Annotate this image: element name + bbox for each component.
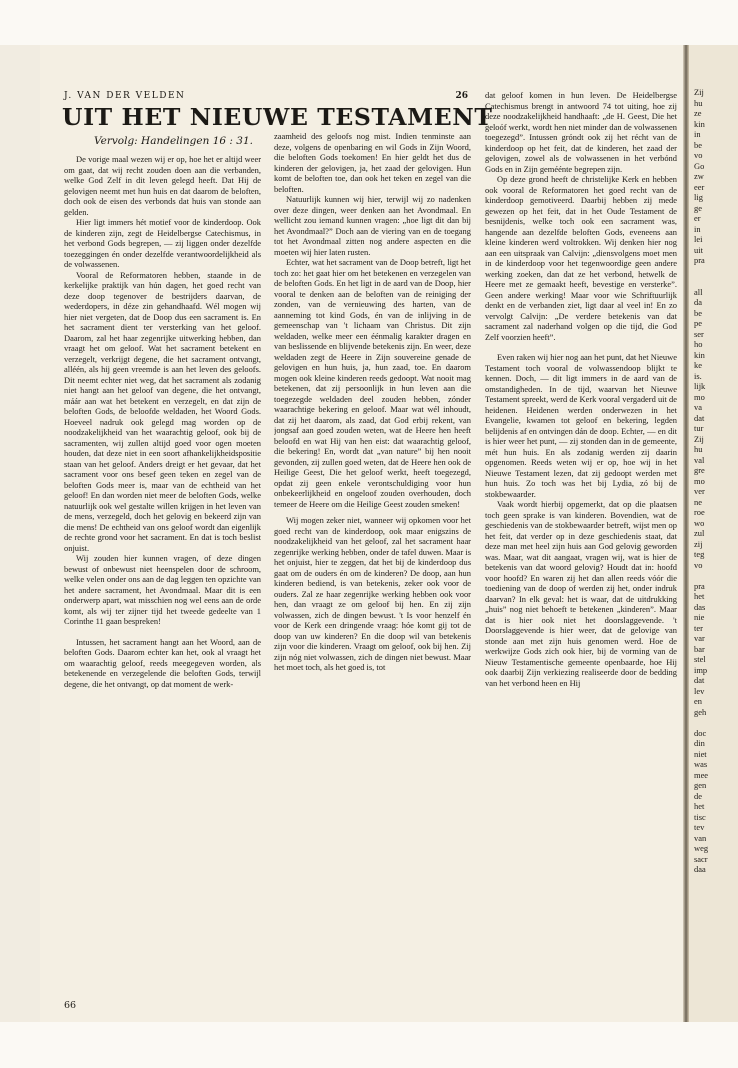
next-page-line: doc: [694, 727, 707, 738]
next-page-line: all: [694, 286, 703, 297]
next-page-line: pe: [694, 318, 702, 328]
next-page-line: das: [694, 601, 706, 612]
next-page-line: lijk: [694, 381, 706, 391]
page-folio: 66: [64, 1000, 77, 1011]
next-page-line: kin: [694, 349, 705, 360]
next-page-line: in: [694, 223, 701, 234]
next-page-line: pra: [694, 580, 705, 591]
next-page-line: nie: [694, 612, 705, 622]
text-column-3: [485, 90, 677, 1008]
next-page-line: het: [694, 801, 705, 811]
next-page-line: ge: [694, 202, 702, 213]
next-page-line: [689, 266, 738, 277]
paragraph: De vorige maal wezen wij er op, hoe het er altijd weer om gaat, dat wij recht zouden doen aan die verbanden, welke God Zelf in dit leven gelegd heeft. Dat Hij de gelovigen neemt met hun huis en dat daarom de beloften, doch ook de eisen des verbonds dat huis van stonde aan gelden.: [64, 154, 261, 217]
next-page-line: mo: [694, 391, 705, 402]
next-page-line: stel: [694, 654, 706, 664]
paragraph: Wij mogen zeker niet, wanneer wij opkomen voor het goed recht van de kinderdoop, ook maar enigszins de noodzakelijkheid van het geloof, zal het sacrament haar zegenrijke werking hebben, onder de tafel duwen. Maar is het onjuist, hier te zeggen, dat het bij de kinderdoop dus gaat om de ouders én om de kinderen? De doop, aan hun kinderen bediend, is van betekenis, zeker ook voor de ouders. Zal ze haar zegenrijke werking hebben ook voor hen, dan vraagt ze om geloof bij hen. En zij zijn volwassen, zich de dingen bewust. 't Is voor henzelf én voor de Kerk een dringende vraag: hóe komt gij tot de doop van uw kinderen? En die doop wil van betekenis zijn voor die kinderen. Vraagt om geloof, ook bij hen. Zij zijn nóg niet volwassen, zich de dingen niet bewust. Maar het moet toch, als het goed is, tot: [274, 515, 471, 672]
next-page-line: roe: [694, 507, 705, 517]
next-page-line: var: [694, 633, 705, 643]
next-page-line: het: [694, 591, 705, 601]
paragraph: Vaak wordt hierbij opgemerkt, dat op die plaatsen toch geen sprake is van kinderen. Bovendien, wat de geschiedenis van de stokbewaarder betreft, wijst men op het feit, dat verder op in deze geschiedenis staat, dat deze man met heel zijn huis aan God gelovig geworden was. Maar, wat dit aangaat, vragen wij, wat is hier de betekenis van dat woord gelovig? Houdt dat in: hoofd voor hoofd? En waren zij het dan allen reeds vóór die toediening van de doop of werden zij het, onder indruk daarvan? In elk geval: het is waar, dat de uitdrukking „huis” nog niet behoeft te betekenen „kinderen”. Maar dat is hier ook niet het doorslaggevende. 't Doorslaggevende is hier weer, dat de gelovige van stonde aan met zijn huis genomen werd. Hoe de werkwijze Gods zich ook hier, bij de vorming van de Nieuw Testamentische gemeente openbaarde, hoe Hij ook daarbij Zijn verkiezing realiseerde door de bedding van het verbond heen en Hij: [485, 499, 677, 688]
next-page-line: daa: [694, 864, 706, 874]
next-page-line: lei: [694, 234, 703, 244]
next-page-line: [689, 570, 738, 581]
next-page-line: zw: [694, 171, 704, 181]
next-page-line: lig: [694, 192, 703, 202]
next-page-line: ho: [694, 339, 703, 349]
paragraph: Op deze grond heeft de christelijke Kerk en hebben ook vooral de Reformatoren het goed recht van de kinderdoop gemotiveerd. Daarbij hebben zij mede gewezen op het feit, dat in het Oude Testament de besnijdenis, welke toch ook een sacrament was, hangende aan dezelfde beloften Gods, eveneens aan kleine kinderen werd voltrokken. Wij denken hier nog aan een uitspraak van Calvijn: „diensvolgens moet men in de kinderdoop voor het tegenwoordige geen andere werking zoeken, dan dat ze het verbond, hetwelk de Heere met ze gemaakt heeft, bevestige en versterke”. Geen andere werking! Maar voor wie Schriftuurlijk denkt en de verbanden ziet, ligt daar al veel in! En zo vervolgt Calvijn: „De verdere betekenis van dat sacrament zal naderhand volgen op die tijd, die God Zelf voorzien heeft”.: [485, 174, 677, 342]
next-page-line: hu: [694, 97, 703, 108]
next-page-line: mee: [694, 769, 709, 780]
next-page-line: tev: [694, 822, 705, 832]
text-column-2: [274, 131, 471, 1008]
paragraph: dat geloof komen in hun leven. De Heidelbergse Catechismus brengt in antwoord 74 tot uiting, hoe zij deze noodzakelijkheid handhaaft: „de H. Geest, Die het geloóf werkt, wordt hen niet minder dan de volwassenen toegezegd”. Intussen gróndt ook zij het récht van de kinderdoop op het feit, dat de kinderen, het zaad der gelovigen, zowel als de volwassenen in het verbónd Gods en in Zijn geméénte begrepen zijn.: [485, 90, 677, 174]
next-page-line: niet: [694, 748, 707, 759]
next-page-line: be: [694, 139, 702, 150]
next-page-line: gre: [694, 465, 705, 475]
next-page-line: sacr: [694, 853, 708, 864]
next-page-line: pra: [694, 255, 705, 265]
next-page-text: [689, 45, 738, 875]
paragraph: Even raken wij hier nog aan het punt, dat het Nieuwe Testament toch vooral de volwassendoop blijkt te kennen. Doch, — dit ligt immers in de aard van de omstandigheden. In de tijd, waarvan het Nieuwe Testament spreekt, werd de Kerk vooral vergaderd uit de heidenen. Heidenen werden onderwezen in het Evangelie, kwamen tot geloof en bekering, legden belijdenis af en ontvingen dán de doop. Echter, — en dit is hier weer het punt, — zij stonden dan in de gemeente, mét hun huis. En als zodanig werden zij daarin opgenomen. Reeds weten wij er op, hoe wij in het Nieuwe Testament lezen, dat zij gedoopt werden met hun huis. Zo toch was het bij Lydia, zó bij de stokbewaarder.: [485, 352, 677, 499]
next-page-line: Go: [694, 160, 705, 171]
next-page-line: geh: [694, 706, 707, 717]
next-page-line: tur: [694, 423, 704, 433]
next-page-line: Zij: [694, 433, 704, 444]
next-page-line: gen: [694, 780, 707, 790]
paragraph: Echter, wat het sacrament van de Doop betreft, ligt het toch zo: het gaat hier om het betekenen en verzegelen van de beloften Gods. En het ligt in de aard van de Doop, hier vooral te denken aan de beloften van de reiniging der zonden, van de vernieuwing des harten, van de aanneming tot kind Gods, én van de inlijving in de gemeenschap van 't lichaam van Christus. Dit zijn weldaden, welke meer een éénmalig karakter dragen en van beslissende en blijvende betekenis zijn. En weer, deze weldaden zegt de Heere in Zijn souvereine genade de gelovigen en hun huis, ja, hun zaad, toe. En daarom mogen ook kleine kinderen reeds gedoopt. Wat nooit mag betekenen, dat zij persoonlijk in hun leven aan die toegezegde weldaden deel zouden hebben, zónder waarachtige bekering en geloof. Maar wat wél inhoudt, dat zij het daarom, als zaad, dat God erbij rekent, van jongsaf aan goed zouden weten, wat de Heere hen heeft beloofd en wat Hij van hen eist: dat waarachtig geloof, die bekering! En, wordt dat „van nature” bij hen nooit gevonden, zij zullen goed weten, dat de Heere hen ook de Heilige Geest, Die het geloof werkt, heeft toegezegd, opdat zij geen enkele verontschuldiging voor hun onbekeerlijkheid en ongeloof zouden overhouden, doch temeer de Heere om die Heilige Geest zouden smeken!: [274, 257, 471, 509]
paragraph: Hier ligt immers hét motief voor de kinderdoop. Ook de kinderen zijn, zegt de Heidelbergse Catechismus, in het verbond Gods begrepen, — zij liggen onder dezelfde toezeggingen én onder dezelfde verantwoordelijkheid als de volwassenen.: [64, 217, 261, 269]
next-page-line: in: [694, 129, 701, 139]
next-page-line: lev: [694, 685, 705, 696]
next-page-line: hu: [694, 444, 703, 454]
next-page-line: din: [694, 738, 705, 748]
next-page-line: en: [694, 696, 702, 706]
next-page-line: da: [694, 297, 702, 307]
next-page-line: [689, 717, 738, 728]
next-page-line: ne: [694, 496, 702, 507]
text-column-1: [64, 154, 261, 1008]
next-page-line: bar: [694, 643, 705, 654]
next-page-line: imp: [694, 664, 708, 675]
next-page-line: dat: [694, 412, 705, 423]
next-page-line: wo: [694, 517, 705, 528]
scan-margin-top: [0, 0, 738, 45]
article-title: UIT HET NIEUWE TESTAMENT: [62, 103, 493, 131]
next-page-line: Zij: [694, 87, 704, 97]
next-page-line: ze: [694, 108, 702, 118]
next-page-line: val: [694, 454, 705, 465]
next-page-line: dat: [694, 675, 705, 685]
next-page-line: zij: [694, 538, 703, 549]
article-subtitle: Vervolg: Handelingen 16 : 31.: [94, 135, 253, 147]
next-page-line: kin: [694, 118, 705, 129]
paragraph: Vooral de Reformatoren hebben, staande in de kerkelijke praktijk van hún dagen, het goed recht van deze doop tegenover de bestrijders daarvan, de wederdopers, in déze zin gehandhaafd. Wél mogen wij hier niet vergeten, dat de Doop dus een sacrament is. En het sacrament dient ter versterking van het geloof. Daarom, zal het haar zegenrijke uitwerking hebben, dan vraagt het om geloof. Wat het sacrament betekent en verzegelt, verkrijgt degene, die het sacrament ontvangt, alléén, als hij geen vreemde is aan het leven des geloofs. Dit neemt echter niet weg, dat het sacrament als zodanig niet hangt aan het geloof van degene, die het ontvangt, máár aan wat het betekent en verzegelt, en dat zijn de beloften Gods, de beloofde weldaden, het Woord Gods. Hoeveel nadruk ook gelegd mag worden op de noodzakelijkheid van het waarachtig geloof, ook bij de sacramenten, wij zullen altijd goed voor ogen moeten houden, dat deze niet in een soort afhankelijkheidspositie staan van het geloof. Anders dreigt er het gevaar, dat het sacrament voor ons besef geen teken en zegel van de beloften Gods meer is, maar van de echtheid van het geloof! En dan worden niet meer de beloften Gods, welke natuurlijk ook wel gestalte willen krijgen in het leven van de mens, verzegeld, doch het gelovig en bekeerd zijn van die mens! De echtheid van ons geloof wordt dan eigenlijk de rechte grond voor het sacrament. En dat is toch beslist onjuist.: [64, 269, 261, 553]
next-page-line: van: [694, 832, 707, 843]
author-name: J. VAN DER VELDEN: [64, 91, 186, 101]
next-page-line: vo: [694, 150, 703, 160]
page: [40, 45, 683, 1022]
next-page-edge: [689, 45, 738, 1022]
next-page-line: ser: [694, 328, 704, 339]
next-page-line: [689, 276, 738, 287]
issue-number: 26: [455, 91, 468, 101]
next-page-line: va: [694, 402, 702, 412]
paragraph: Wij zouden hier kunnen vragen, of deze dingen bewust of onbewust niet heenspelen door de schroom, welke velen onder ons aan de dag leggen ten opzichte van het andere sacrament, het Avondmaal. Maar dit is een onderwerp apart, wat misschien nog wel eens aan de orde komt, als wij ter zijner tijd het tweede gedeelte van 1 Corinthe 11 gaan bespreken!: [64, 553, 261, 626]
next-page-line: uit: [694, 244, 703, 255]
paragraph: Natuurlijk kunnen wij hier, terwijl wij zo nadenken over deze dingen, weer denken aan het Avondmaal. En wellicht zou iemand kunnen vragen: „hoe ligt dit dan bij het Avondmaal?” Doch aan de viering van en de toegang tot het Avondmaal zitten nog andere aspecten en die moeten wij hier laten rusten.: [274, 194, 471, 257]
next-page-line: weg: [694, 843, 709, 853]
next-page-line: ter: [694, 622, 703, 633]
next-page-line: vo: [694, 559, 703, 570]
scan-margin-bottom: [0, 1022, 738, 1068]
next-page-line: was: [694, 759, 708, 769]
next-page-line: mo: [694, 475, 705, 486]
next-page-line: teg: [694, 549, 705, 559]
paragraph: zaamheid des geloofs nog mist. Indien tenminste aan deze, volgens de openbaring en wil Gods in Zijn Woord, die beloften Gods toekomen! En hier geldt het dus de kinderen der gelovigen, ja, het zaad der gelovigen. Hun komt de beloften toe, dan ook het teken en zegel van die beloften.: [274, 131, 471, 194]
next-page-line: be: [694, 307, 702, 318]
next-page-line: is.: [694, 370, 702, 381]
next-page-line: ke: [694, 360, 702, 370]
paragraph: Intussen, het sacrament hangt aan het Woord, aan de beloften Gods. Daarom echter kan het, ook al vraagt het om waarachtig geloof, reeds meegegeven worden, als betekenende en verzegelende die beloften Gods, terwijl degene, die het ontvangt, op dat moment de werk-: [64, 636, 261, 689]
next-page-line: de: [694, 790, 702, 801]
next-page-line: zul: [694, 528, 705, 538]
next-page-line: tisc: [694, 811, 706, 822]
next-page-line: eer: [694, 181, 705, 192]
next-page-line: er: [694, 213, 701, 223]
next-page-line: ver: [694, 486, 705, 496]
